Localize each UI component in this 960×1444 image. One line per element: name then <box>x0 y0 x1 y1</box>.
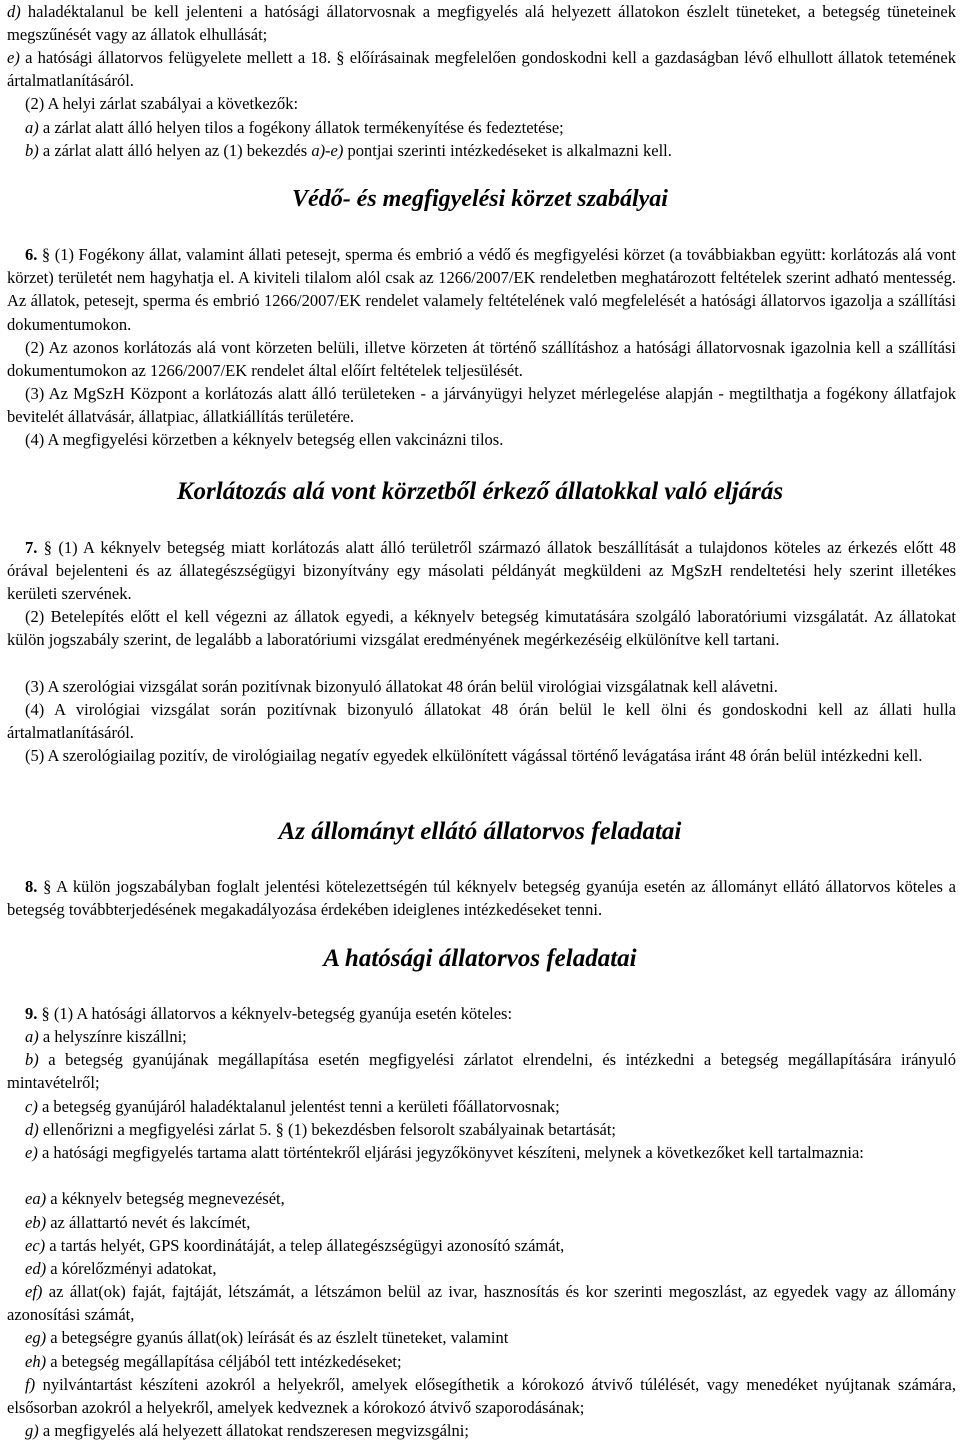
item-marker: ea) <box>25 1189 47 1208</box>
paragraph-text: a zárlat alatt álló helyen tilos a fogékony állatok termékenyítése és fedeztetése; <box>38 118 564 137</box>
paragraph-text: a betegség megállapítása céljából tett intézkedéseket; <box>46 1352 402 1371</box>
item-marker: d) <box>25 1120 39 1139</box>
paragraph-text: (2) Betelepítés előtt el kell végezni az állatok egyedi, a kéknyelv betegség kimutatására szolgáló laboratóriumi vizsgálatát. Az állatokat külön jogszabály szerint, de legalább a laboratóriumi vizsgálat eredményének megérkezéséig elkülönítve kell tartani. <box>7 607 956 650</box>
paragraph-text: a betegség gyanújáról haladéktalanul jelentést tenni a kerületi főállatorvosnak; <box>37 1097 560 1116</box>
paragraph-text: (4) A megfigyelési körzetben a kéknyelv betegség ellen vakcinázni tilos. <box>25 430 504 449</box>
paragraph <box>7 536 956 606</box>
section-number: 6. <box>25 245 38 264</box>
paragraph-text: a megfigyelés alá helyezett állatokat rendszeresen megvizsgálni; <box>38 1421 469 1440</box>
item-marker: d) <box>7 2 21 21</box>
paragraph-text: a kéknyelv betegség megnevezését, <box>46 1189 285 1208</box>
paragraph <box>7 336 956 382</box>
paragraph-text: a zárlat alatt álló helyen az (1) bekezdés <box>38 141 312 160</box>
paragraph-text: (4) A virológiai vizsgálat során pozitívnak bizonyuló állatokat 48 órán belül le kell ölni és gondoskodni kell az állati hulla ártalmatlanításáról. <box>7 700 956 743</box>
heading-text: A hatósági állatorvos feladatai <box>323 945 637 972</box>
paragraph <box>7 1141 956 1164</box>
item-marker: b) <box>25 1050 39 1069</box>
item-marker: e) <box>7 48 20 67</box>
section-heading <box>0 186 960 213</box>
paragraph <box>7 1257 956 1280</box>
paragraph <box>7 875 956 921</box>
paragraph <box>7 605 956 651</box>
paragraph-text: a kórelőzményi adatokat, <box>46 1259 217 1278</box>
paragraph-text: a tartás helyét, GPS koordinátáját, a telep állategészségügyi azonosító számát, <box>45 1236 565 1255</box>
paragraph <box>7 1373 956 1419</box>
section-number: 9. <box>25 1004 38 1023</box>
item-marker: c) <box>25 1097 38 1116</box>
paragraph-text: § (1) A hatósági állatorvos a kéknyelv-betegség gyanúja esetén köteles: <box>37 1004 513 1023</box>
item-marker: g) <box>25 1421 39 1440</box>
paragraph <box>7 1280 956 1326</box>
item-marker: ef) <box>25 1282 43 1301</box>
paragraph <box>7 698 956 744</box>
paragraph <box>7 243 956 336</box>
section-heading <box>0 478 960 506</box>
paragraph-text: (2) A helyi zárlat szabályai a következők: <box>25 94 299 113</box>
paragraph <box>7 1326 956 1349</box>
paragraph-text: a hatósági megfigyelés tartama alatt történtekről eljárási jegyzőkönyvet készíteni, melynek a következőket kell tartalmaznia: <box>37 1143 864 1162</box>
item-marker: a) <box>25 118 39 137</box>
paragraph-text: (2) Az azonos korlátozás alá vont körzeten belüli, illetve körzeten át történő szállításhoz a hatósági állatorvosnak igazolnia kell a szállítási dokumentumokon az 1266/2007/EK rendelet által előírt feltételek teljesülését. <box>7 338 956 381</box>
section-heading <box>0 945 960 973</box>
paragraph-text: § A külön jogszabályban foglalt jelentési kötelezettségén túl kéknyelv betegség gyanúja esetén az állományt ellátó állatorvos köteles a betegség továbbterjedésének megakadályozása érdekében ideiglenes intézkedéseket tenni. <box>7 877 956 920</box>
paragraph <box>7 1002 956 1025</box>
heading-text: Az állományt ellátó állatorvos feladatai <box>278 818 682 845</box>
paragraph-text: ellenőrizni a megfigyelési zárlat 5. § (1) bekezdésben felsorolt szabályainak betartását; <box>38 1120 617 1139</box>
section-number: 8. <box>25 877 38 896</box>
paragraph <box>7 744 956 767</box>
paragraph-text: a hatósági állatorvos felügyelete mellett a 18. § előírásainak megfelelően gondoskodni kell a gazdaságban lévő elhullott állatok tetemének ártalmatlanításáról. <box>7 48 956 91</box>
paragraph <box>7 1234 956 1257</box>
paragraph-text: § (1) A kéknyelv betegség miatt korlátozás alatt álló területről származó állatok beszállítását a tulajdonos köteles az érkezés előtt 48 órával bejelenteni és az állategészségügyi bizonyítvány egy másolati példányát megküldeni az MgSzH rendeltetési hely szerint illetékes kerületi szervének. <box>7 538 956 604</box>
paragraph <box>7 1211 956 1234</box>
paragraph-text: haladéktalanul be kell jelenteni a hatósági állatorvosnak a megfigyelés alá helyezett állatokon észlelt tüneteket, a betegség tüneteinek megszűnését vagy az állatok elhullását; <box>7 2 956 45</box>
paragraph-text: pontjai szerinti intézkedéseket is alkalmazni kell. <box>343 141 672 160</box>
item-marker: e) <box>25 1143 38 1162</box>
item-marker: eb) <box>25 1213 47 1232</box>
paragraph <box>7 1048 956 1094</box>
item-marker: eg) <box>25 1328 47 1347</box>
item-marker: ec) <box>25 1236 46 1255</box>
paragraph-text: (3) Az MgSzH Központ a korlátozás alatt álló területeken - a járványügyi helyzet mérlegelése alapján - megtilthatja a fogékony állatfajok bevitelét állatvásár, állatpiac, állatkiállítás területére. <box>7 384 956 427</box>
paragraph-text: (5) A szerológiailag pozitív, de virológiailag negatív egyedek elkülönített vágással történő levágatása iránt 48 órán belül intézkedni kell. <box>25 746 923 765</box>
paragraph <box>7 382 956 428</box>
paragraph <box>7 1419 956 1442</box>
paragraph <box>7 428 956 451</box>
item-marker: f) <box>25 1375 36 1394</box>
paragraph-text: nyilvántartást készíteni azokról a helyekről, amelyek elősegíthetik a kórokozó átvivő túlélését, vagy menedéket nyújtanak számára, elsősorban azokról a helyekről, amelyek kedveznek a kórokozó átvivő szaporodásának; <box>7 1375 956 1418</box>
paragraph <box>7 92 956 115</box>
paragraph-text: az állat(ok) faját, fajtáját, létszámát, a létszámon belül az ivar, hasznosítás és kor szerinti megoszlást, az egyedek vagy az állomány azonosítási számát, <box>7 1282 956 1325</box>
paragraph-text: a helyszínre kiszállni; <box>38 1027 187 1046</box>
paragraph <box>7 139 956 162</box>
paragraph-text: a betegségre gyanús állat(ok) leírását és az észlelt tüneteket, valamint <box>46 1328 509 1347</box>
item-marker: eh) <box>25 1352 47 1371</box>
section-number: 7. <box>25 538 38 557</box>
item-marker: ed) <box>25 1259 47 1278</box>
paragraph <box>7 1025 956 1048</box>
paragraph-text: az állattartó nevét és lakcímét, <box>46 1213 251 1232</box>
item-marker: b) <box>25 141 39 160</box>
paragraph <box>7 1350 956 1373</box>
heading-text: Korlátozás alá vont körzetből érkező állatokkal való eljárás <box>176 478 784 505</box>
paragraph-text: § (1) Fogékony állat, valamint állati petesejt, sperma és embrió a védő és megfigyelési körzet (a továbbiakban együtt: korlátozás alá vont körzet) területét nem hagyhatja el. A kiviteli tilalom alól csak az 1266/2007/EK rendeletben meghatározott feltételek szerint adható mentesség. Az állatok, petesejt, sperma és embrió 1266/2007/EK rendelet valamely feltételének való megfelelését a hatósági állatorvos igazolja a szállítási dokumentumokon. <box>7 245 956 334</box>
paragraph <box>7 116 956 139</box>
paragraph <box>7 0 956 46</box>
section-heading <box>0 818 960 846</box>
paragraph <box>7 1187 956 1210</box>
heading-text: Védő- és megfigyelési körzet szabályai <box>292 186 668 212</box>
paragraph-text: a betegség gyanújának megállapítása esetén megfigyelési zárlatot elrendelni, és intézkedni a betegség megállapítására irányuló mintavételről; <box>7 1050 956 1093</box>
paragraph <box>7 1118 956 1141</box>
item-marker: a) <box>25 1027 39 1046</box>
item-marker: a)-e) <box>311 141 344 160</box>
paragraph-text: (3) A szerológiai vizsgálat során pozitívnak bizonyuló állatokat 48 órán belül virológiai vizsgálatnak kell alávetni. <box>25 677 778 696</box>
paragraph <box>7 1095 956 1118</box>
paragraph <box>7 675 956 698</box>
paragraph <box>7 46 956 92</box>
